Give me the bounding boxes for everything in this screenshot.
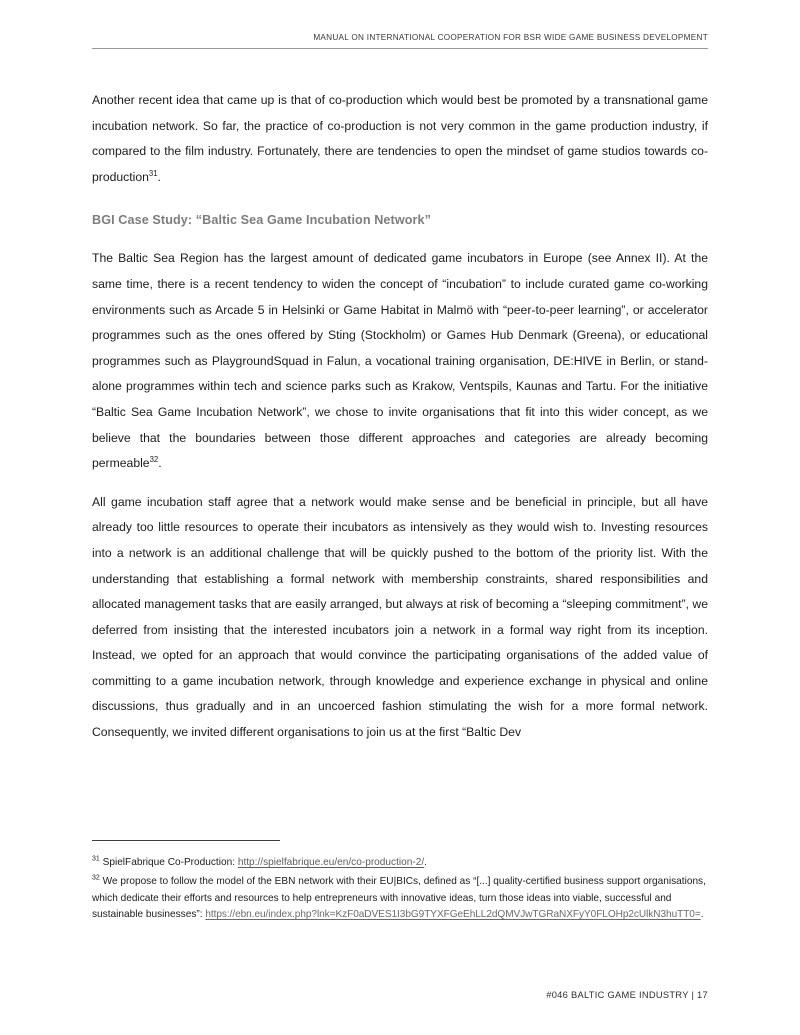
paragraph-intro-tail: . [157,169,161,184]
page-footer [92,985,708,1003]
document-body [92,88,708,746]
paragraph-baltic-sea-region [92,246,708,476]
footnote-divider [92,840,280,841]
footnote-32-tail: . [700,908,704,920]
footnote-ref-31[interactable]: 31 [148,168,158,178]
paragraph-intro-coproduction [92,88,708,190]
header-title: MANUAL ON INTERNATIONAL COOPERATION FOR BSR WIDE GAME BUSINESS DEVELOPMENT [313,33,708,42]
footer-text: #046 BALTIC GAME INDUSTRY | 17 [546,990,708,1000]
header-divider [92,48,708,49]
footnote-32-link[interactable]: https://ebn.eu/index.php?lnk=KzF0aDVES1I3bG9TYXFGeEhLL2dQMVJwTGRaNXFyY0FLOHp2cUlkN3huTT0= [205,908,701,920]
footnote-31-tail: . [424,857,427,868]
footnote-item-31 [92,855,708,871]
footnote-marker-32: 32 [92,874,100,882]
footnote-ref-32[interactable]: 32 [149,455,159,465]
footnote-32-text: We propose to follow the model of the EBN network with their EU|BICs, defined as “[...] quality-certified business support organisations, which dedicate their efforts and resources to help entrepreneurs with innovative ideas, turn those ideas into viable, successful and sustainable businesses”: [92,876,706,920]
section-heading-bgi-case-study: BGI Case Study: “Baltic Sea Game Incubation Network” [92,213,432,228]
footnote-marker-31: 31 [92,855,100,863]
paragraph-baltic-text: The Baltic Sea Region has the largest amount of dedicated game incubators in Europe (see Annex II). At the same time, there is a recent tendency to widen the concept of “incubation” to include curated game co-working environments such as Arcade 5 in Helsinki or Game Habitat in Malmö with “peer-to-peer learning”, or accelerator programmes such as the ones offered by Sting (Stockholm) or Games Hub Denmark (Greena), or educational programmes such as PlaygroundSquad in Falun, a vocational training organisation, DE:HIVE in Berlin, or stand-alone programmes within tech and science parks such as Krakow, Ventspils, Kaunas and Tartu. For the initiative “Baltic Sea Game Incubation Network”, we chose to invite organisations that fit into this wider concept, as we believe that the boundaries between those different approaches and categories are already becoming permeable [92,251,708,471]
footnote-31-link[interactable]: http://spielfabrique.eu/en/co-production-2/ [237,857,425,868]
footnote-31-text: SpielFabrique Co-Production: [99,857,238,868]
footnote-section [92,840,708,926]
footnote-item-32 [92,874,708,923]
paragraph-incubation-staff: All game incubation staff agree that a network would make sense and be beneficial in principle, but all have already too little resources to operate their incubators as intensively as they would wish to. Investing resources into a network is an additional challenge that will be quickly pushed to the bottom of the priority list. With the understanding that establishing a formal network with membership constraints, shared responsibilities and allocated management tasks that are easily arranged, but always at risk of becoming a “sleeping commitment”, we deferred from insisting that the interested incubators join a network in a formal way right from its inception. Instead, we opted for an approach that would convince the participating organisations of the added value of committing to a game incubation network, through knowledge and experience exchange in physical and online discussions, thus gradually and in an uncoerced fashion stimulating the wish for a more formal network. Consequently, we invited different organisations to join us at the first “Baltic Dev [92,494,708,740]
paragraph-baltic-tail: . [158,456,162,471]
page-header [92,33,708,49]
paragraph-intro-text: Another recent idea that came up is that of co-production which would best be promoted by a transnational game incubation network. So far, the practice of co-production is not very common in the game production industry, if compared to the film industry. Fortunately, there are tendencies to open the mindset of game studios towards co-production [92,93,708,184]
